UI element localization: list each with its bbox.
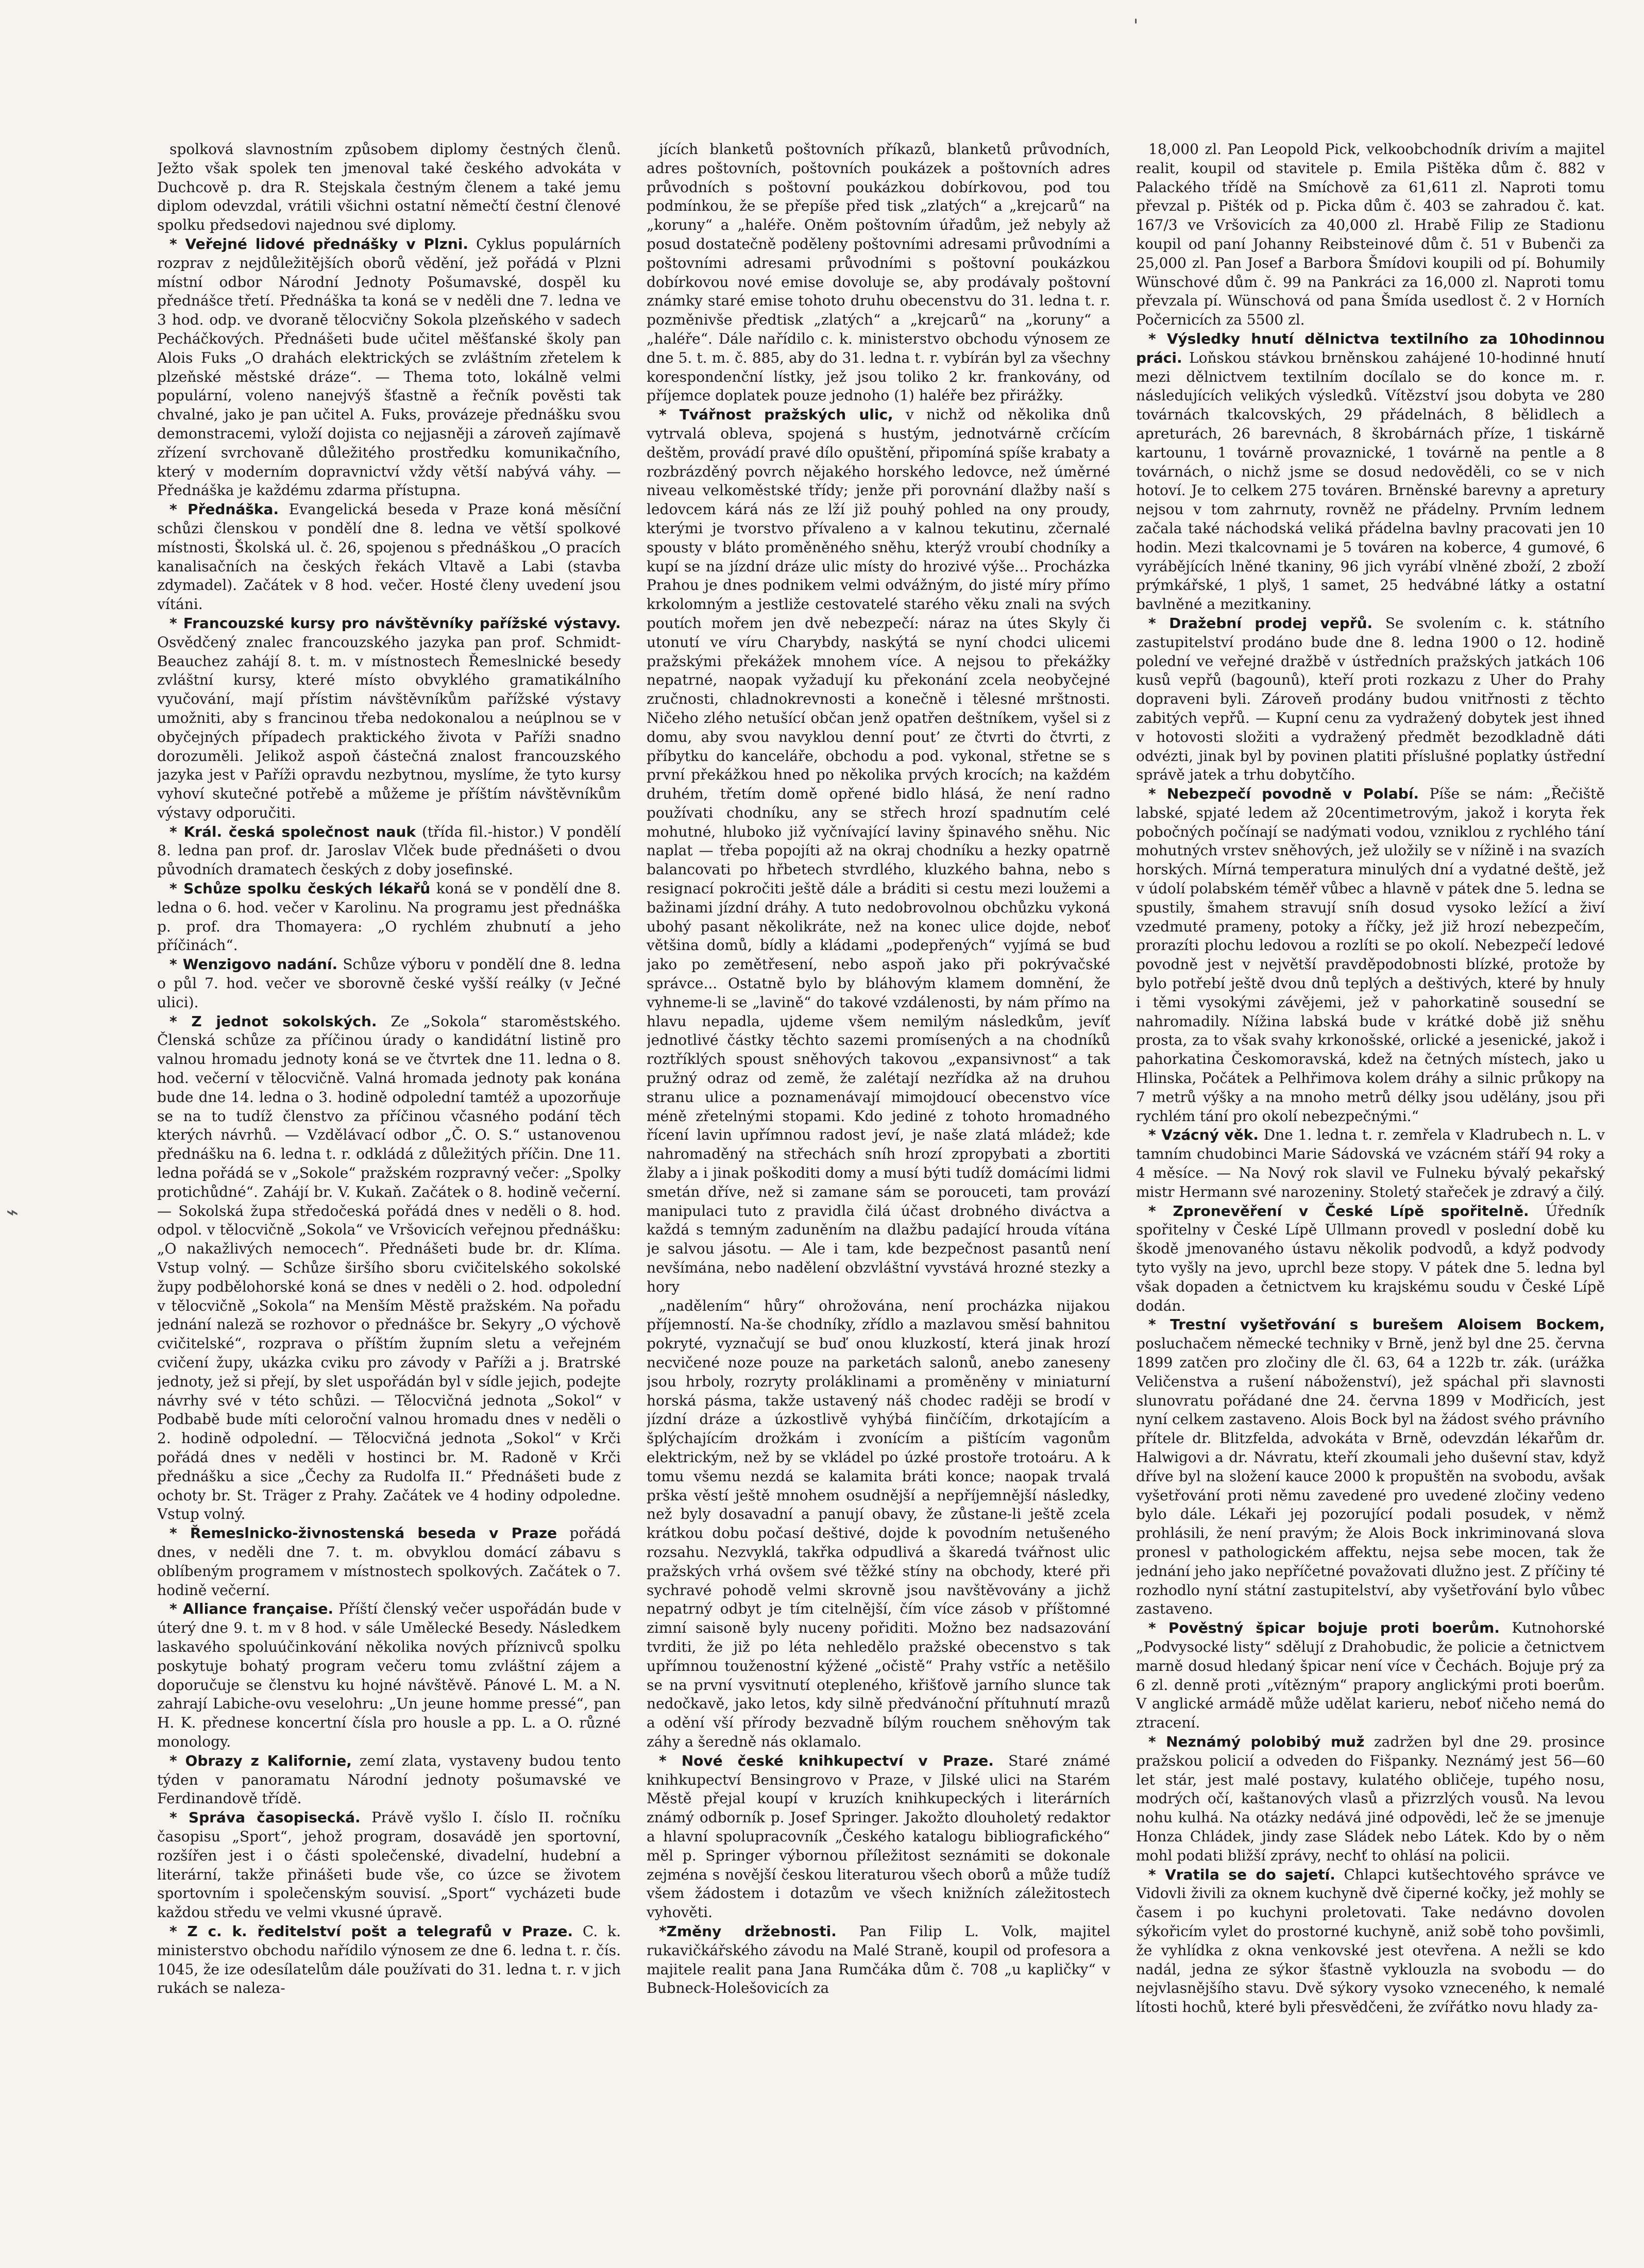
article-paragraph <box>157 1808 621 1922</box>
article-paragraph <box>1136 1619 1605 1733</box>
article-paragraph <box>157 500 621 614</box>
article-heading: * Francouzské kursy pro návštěvníky pařížské výstavy. <box>170 614 621 632</box>
article-paragraph <box>1136 1315 1605 1619</box>
article-text: Píše se nám: „Řečiště labské, spjaté ledem až 20centimetrovým, jakož i koryta řek pobočných počínají se nadýmati vodou, vzniklou z rychlého tání mohutných vrstev sněhových, jež uložily se v nížině i na svazích horských. Mírná temperatura minulých dní a vydatné deště, jež v údolí polabském téměř vůbec a hlavně v pátek dne 5. ledna se spustily, šmahem stravují sníh dosud vysoko ležící a živí vzedmuté prameny, potoky a říčky, jež již hrozí nebezpečím, prorazíti plochu ledovou a rozlíti se po okolí. Nebezpečí ledové povodně jest v největší pravděpodobnosti blízké, protože by bylo potřebí ještě dvou dnů teplých a deštivých, které by hnuly i těmi vysokými závějemi, jež v pahorkatině sousední se nahromadily. Nížina labská bude v krátké době již sněhu prosta, za to však svahy krkonošské, orlické a jesenické, jakož i pahorkatina Českomoravská, kdež na četných místech, jako u Hlinska, Počátek a Pelhřimova kolem dráhy a silnic průkopy na 7 metrů výšky a na mnoho metrů délky jsou udělány, jsou při rychlém tání pro okolí nebezpečnými.“ <box>1136 785 1605 1125</box>
article-paragraph <box>647 140 1110 405</box>
article-paragraph <box>1136 1126 1605 1201</box>
article-text: Loňskou stávkou brněnskou zahájené 10-hodinné hnutí mezi dělnictvem textilním docílalo se do konce m. r. následujících velikých výsledků. Vítězství jsou dobyta ve 280 továrnách tkalcovských, 29 přádelnách, 8 bělidlech a apreturách, 26 barevnách, 8 škrobárnách příze, 1 tiskárně kartounu, 1 továrně provaznické, 1 továrně na pentle a 8 továrnách, o nichž jsme se dosud nedověděli, co se v nich hotoví. Je to celkem 275 továren. Brněnské barevny a apretury nejsou v tom zahrnuty, rovněž ne přádelny. Prvním lednem začala také náchodská veliká přádelna bavlny pracovati jen 10 hodin. Mezi tkalcovnami je 5 továren na koberce, 4 gumové, 6 vyrábějících lněné tkaniny, 96 jich vyrábí vlněné zboží, 2 zboží prýmkářské, 1 plyš, 1 samet, 25 hedvábné látky a ostatní bavlněné a mezitkaniny. <box>1136 349 1605 613</box>
article-text: Ze „Sokola“ staroměstského. Členská schůze za příčinou úrady o kandidátní listině pro valnou hromadu jednoty koná se ve čtvrtek dne 11. ledna o 8. hod. večerní v tělocvičně. Valná hromada jednoty pak konána bude dne 14. ledna o 3. hodině odpolední tamtéž a upozorňuje se na to tudíž členstvo za příčinou včasného podání těch kterých návrhů. — Vzdělávací odbor „Č. O. S.“ ustanovenou přednášku na 6. ledna t. r. odkládá z důležitých příčin. Dne 11. ledna pořádá se v „Sokole“ pražském rozpravný večer: „Spolky protichůdné“. Zahájí br. V. Kukaň. Začátek o 8. hodině večerní. — Sokolská župa středočeská pořádá dnes v neděli o 8. hod. odpol. v tělocvičně „Sokola“ ve Vršovicích veřejnou přednášku: „O nakažlivých nemocech“. Přednášeti bude br. dr. Klíma. Vstup volný. — Schůze širšího sboru cvičitelského sokolské župy podbělohorské koná se dnes v neděli o 2. hod. odpolední v tělocvičně „Sokola“ na Menším Městě pražském. Na pořadu jednání naleză se rozhovor o přednášce br. Sekyry „O výchově cvičitelské“, rozprava o příštím župním sletu a veřejném cvičení župy, ukázka cviku pro závody v Paříži a j. Bratrské jednoty, jež si přejí, by slet uspořádán byl v sídle jejich, podejte návrhy své v této schůzi. — Tělocvičná jednota „Sokol“ v Podbabě bude míti celoroční valnou hromadu dnes v neděli o 2. hodině odpolední. — Tělocvičná jednota „Sokol“ v Krči pořádá dnes v neděli v hostinci br. M. Radoně v Krči přednášku a sice „Čechy za Rudolfa II.“ Přednášeti bude z ochoty br. St. Träger z Prahy. Začátek ve 4 hodiny odpoledne. Vstup volný. <box>157 1012 621 1523</box>
article-paragraph <box>647 405 1110 1296</box>
article-text: Chlapci kutšechtového správce ve Vidovli živili za oknem kuchyně dvě čiperné kočky, jež mohly se časem i po kuchyni proletovati. Take nedávno dovolen sýkořicím vylet do prostorné kuchyně, aniž sobě toho povšimli, že vyhlídka z okna venkovské jest otevřena. A nežli se kdo nadál, jedna ze sýkor šťastně vyklouzla na svobodu — do nejvlasnějšího stavu. Dvě sýkory vysoko vzneceného, k nemalé lítosti hochů, které byli přesvědčeni, že zvířátko novu hlady za- <box>1136 1866 1605 2016</box>
article-heading: * Král. česká společnost nauk <box>170 823 416 840</box>
article-text: „nadělením“ hůry“ ohrožována, není procházka nijakou příjemností. Na-še chodníky, zřídlo a mazlavou směsí bahnitou pokryté, vyznačují se buď onou kluzkostí, která jinak hrozí necvičené noze pouze na parketách salonů, anebo zaneseny jsou hrboly, rozryty proláklinami a proměněny v miniaturní horská pásma, takže ustavený náš chodec raději se brodí v jízdní dráze a úzkostlivě vyhýbá fiinčíčím, drkotajícím a šplýchajícím drožkám i zvonícím a pištícím vagonům elektrickým, než by se vkládel po úzké prostoře trotoáru. A k tomu všemu nezdá se kalamita bráti konce; naopak trvalá prška věstí ještě mnohem osudnější a nepříjemnější následky, než byly dosavadní a panují obavy, že zůstane-li ještě zcela krátkou dobu počasí deštivé, dojde k povodním netušeného rozsahu. Nezvyklá, takřka odpudlivá a škaredá tvářnost ulic pražských vrhá ovšem své těžké stíny na obchody, které při sychravé pohodě velmi skrovně jsou navštěvovány a jichž nepatrný odbyt je tím citelnější, čím více zásob v příštomné zimní saisoně byly nuceny pořiditi. Možno bez nadsazování tvrditi, že již po léta nehledělo pražské obecenstvo s tak upřímnou touženostní kýžené „očistě“ Prahy vstříc a netěšilo se na první vysvitnutí otepleného, křišťově jarního slunce tak nedočkavě, jako letos, kdy silně předvánoční přítuhnutí mrazů a odění vší přírody bezvadně bílým rouchem sněhovým tak záhy a šeredně nás oklamalo. <box>647 1297 1110 1750</box>
article-text: pořádá dnes, v neděli dne 7. t. m. obvyklou domácí zábavu s oblíbeným programem v místnostech spolkových. Začátek o 7. hodině večerní. <box>157 1525 621 1599</box>
article-text: koná se v pondělí dne 8. ledna o 6. hod. večer v Karolinu. Na programu jest přednáška p. prof. dra Thomayera: „O rychlém zhubnutí a jeho příčinách“. <box>157 880 621 954</box>
article-paragraph <box>157 140 621 235</box>
article-text: zadržen byl dne 29. prosince pražskou policií a odveden do Fišpanky. Neznámý jest 56—60 let stár, jest malé postavy, kulatého obličeje, tupého nosu, modrých očí, kaštanových vlasů a přizrzlých vousů. Na levou nohu kulhá. Na otázky nedává jiné odpovědi, leč že se jmenuje Honza Chládek, jindy zase Sládek nebo Látek. Kdo by o něm mohl podati bližší zprávy, nechť to ohlásí na policii. <box>1136 1733 1605 1864</box>
article-text: Pan Filip L. Volk, majitel rukavičkářského závodu na Malé Straně, koupil od profesora a majitele realit pana Jana Rumčáka dům č. 708 „u kapličky“ v Bubneck-Holešovicích za <box>647 1922 1110 1997</box>
page-corner-mark: ' <box>1133 15 1139 36</box>
article-paragraph <box>1136 330 1605 614</box>
article-heading: * Obrazy z Kalifornie, <box>170 1752 352 1769</box>
article-text: jících blanketů poštovních příkazů, blanketů průvodních, adres poštovních, poštovních poukázek a poštovních adres průvodních s poštovní poukázkou dobírkovou, pod tou podmínkou, že se přepíše před tisk „zlatých“ a „krejcarů“ na „koruny“ a „haléře. Oněm poštovním úřadům, jež nebyly až posud dostatečně poděleny poštovními adresami průvodními a poštovními adresami průvodními s poštovní poukázkou dobírkovou nové emise dovoluje se, aby prodávaly poštovní známky staré emise tohoto druhu obecenstvu do 31. ledna t. r. pozměnivše předtisk „zlatých“ a „krejcarů“ na „koruny“ a „haléře“. Dále nařídilo c. k. ministerstvo obchodu výnosem ze dne 5. t. m. č. 885, aby do 31. ledna t. r. vybírán byl za všechny korespondenční lístky, jež jsou toliko 2 kr. frankovány, od příjemce doplatek pouze jednoho (1) haléře bez přirážky. <box>647 141 1110 404</box>
article-heading: * Nové české knihkupectví v Praze. <box>659 1752 994 1769</box>
article-heading: * Veřejné lidové přednášky v Plzni. <box>170 235 468 252</box>
article-text: 18,000 zl. Pan Leopold Pick, velkoobchodník drivím a majitel realit, koupil od stavitele p. Emila Pištěka dům č. 882 v Palackého třídě na Smíchově za 61,611 zl. Naproti tomu převzal p. Pišték od p. Picka dům č. 403 se zahradou č. kat. 167/3 ve Vršovicích za 40,000 zl. Hrabě Filip ze Stadionu koupil od paní Johanny Reibsteinové dům č. 51 v Bubenči za 25,000 zl. Pan Josef a Barbora Šmídovi koupili od pí. Bohumily Wünschové dům č. 99 na Pankráci za 16,000 zl. Naproti tomu převzala pí. Wünschová od pana Šmída usedlost č. 2 v Horních Počernicích za 5500 zl. <box>1136 141 1605 329</box>
margin-scan-mark: ⌁ <box>6 1200 19 1224</box>
article-heading: * Trestní vyšetřování s burešem Aloisem Bockem, <box>1148 1316 1605 1333</box>
column-right <box>1136 140 1605 2242</box>
article-paragraph <box>157 955 621 1012</box>
article-paragraph <box>1136 785 1605 1126</box>
article-heading: * Výsledky hnutí dělnictva textilního za 10hodinnou práci. <box>1136 330 1605 366</box>
article-heading: * Dražební prodej vepřů. <box>1148 614 1373 632</box>
article-paragraph <box>157 235 621 500</box>
article-text: Právě vyšlo I. číslo II. ročníku časopisu „Sport“, jehož program, dosavádě jen sportovní, rozšířen jest i o části společenské, divadelní, hudební a literární, takže přinášeti bude vše, co úzce se životem sportovním i společenským souvisí. „Sport“ vycházeti bude každou středu ve velmi vkusné úpravě. <box>157 1809 621 1921</box>
article-text: v nichž od několika dnů vytrvalá obleva, spojená s hustým, jednotvárně crčícím deštěm, provádí pravé dílo opuštění, připomíná spíše krabaty a rozbrázděný povrch nějakého horského ledovce, než úměrné niveau velkoměstské třídy; jenže při porovnání dlažby naší s ledovcem kárá nás ze lží již pouhý pohled na ony proudy, kterými je tvorstvo přívaleno a v kalnou tekutinu, zčernalé spousty v bláto proměněného sněhu, kterýž vroubí chodníky a kupí se na jízdní dráze ulic místy do hrozivé výše... Procházka Prahou je dnes podnikem velmi odvážným, do jisté míry přímo krkolomným a jestliže cestovatelé starého věku znali na svých poutích mořem jen dvě nebezpečí: náraz na útes Skyly či utonutí ve víru Charybdy, naskýtá se nyní chodci ulicemi pražskými překážek mnohem více. A nejsou to překážky nepatrné, naopak vyžadují ku překonání zcela neobyčejné zručnosti, chladnokrevnosti a konečně i tělesné mrštnosti. Ničeho zlého netušící občan jenž opatřen deštníkem, vyšel si z domu, aby svou navyklou denní pout’ ze čtvrti do čtvrti, z příbytku do kanceláře, obchodu a pod. vykonal, střetne se s první překážkou hned po několika prvých krocích; na každém druhém, třetím domě opřené bidlo hlásá, že není radno používati chodníku, any se střech hrozí spadnutím celé mohutné, hluboko již vyčnívající laviny špinavého sněhu. Nic naplat — třeba popojíti až na okraj chodníku a hezky opatrně balancovati po hřbetech stvrdlého, kluzkého bahna, nebo s resignací pokročiti ještě dále a bráditi si cestu mezi loužemi a bažinami jízdní dráhy. A tuto nedobrovolnou obchůzku vykoná ubohý pasant několikráte, než na konec ulice dojde, neboť většina domů, bídly a kládami „podepřených“ vyjímá se buď jako po zemětřesení, nebo aspoň jako při pokrývačské správce... Ostatně bylo by bláhovým klamem domnění, že vyhneme-li se „lavině“ do takové vzdálenosti, by nám přímo na hlavu nepadla, ujdeme všem nemilým následkům, jevíť jednotlivé částky těchto sazemi promísených a na chodníků roztříklých spoust sněhových takovou „expansivnost“ a tak pružný odraz od země, že zalétají nezřídka až na druhou stranu ulice a poznamenávají mimojdoucí obecenstvo více méně zřetelnými stopami. Kdo jediné z tohoto hromadného řícení lavin upřímnou radost jeví, je naše zlatá mládež; kde nahromaděný na střechách sníh hrozí zpropybati a zbortiti žlaby a i jinak poškoditi domy a musí býti tudíž domácími lidmi smetán dříve, než si zamane sám se porouceti, tam provází manipulaci tuto z pravidla čilá účast drobného diváctva a každá s temným zaduněním na dlažbu padající hrouda vítána je salvou jásotu. — Ale i tam, kde bezpečnost pasantů není nevšímána, nebo nadělení obzvláštní vyvstává hrozné stezky a hory <box>647 406 1110 1295</box>
article-text: Cyklus populárních rozprav z nejdůležitějších oborů vědění, jež pořádá v Plzni místní odbor Národní Jednoty Pošumavské, dospěl ku přednášce třetí. Přednáška ta koná se v neděli dne 7. ledna ve 3 hod. odp. ve dvoraně tělocvičny Sokola plzeňského v sadech Pecháčkových. Přednášeti bude učitel měšťanské školy pan Alois Fuks „O drahách elektrických se zvláštním zřetelem k plzeňské městské dráze“. — Thema toto, lokálně velmi populární, voleno nanejvýš šťastně a řečník pověsti tak chvalné, jako je pan učitel A. Fuks, provázeje přednášku svou demonstracemi, vyloží dojista co nejjasněji a zároveň zajímavě zřízení svrchovaně důležitého prostředku komunikačního, který v moderním dopravnictví vždy větší nabývá váhy. — Přednáška je každému zdarma přístupna. <box>157 235 621 499</box>
article-paragraph <box>157 879 621 955</box>
article-text: Evangelická beseda v Praze koná měsíční schůzi členskou v pondělí dne 8. ledna ve větší spolkové místnosti, Školská ul. č. 26, spojenou s přednáškou „O pracích kanalisačních na českých řekách Vltavě a Labi (stavba zdymadel). Začátek v 8 hod. večer. Hosté členy uvedení jsou vítáni. <box>157 501 621 613</box>
column-left <box>157 140 621 2242</box>
article-text: zemí zlata, vystaveny budou tento týden v panoramatu Národní jednoty pošumavské ve Ferdinandově třídě. <box>157 1752 621 1807</box>
column-middle <box>647 140 1110 2242</box>
article-text: Příští členský večer uspořádán bude v úterý dne 9. t. m v 8 hod. v sále Umělecké Besedy. Následkem laskavého spoluúčinkování několika nových příznivců spolku poskytuje bohatý program večeru tomu zvláštní zájem a doporučuje se členstvu ku hojné návštěvě. Pánové L. M. a N. zahrají Labiche-ovu veselohru: „Un jeune homme pressé“, pan H. K. přednese koncertní čísla pro housle a pp. L. a O. různé monology. <box>157 1600 621 1750</box>
article-paragraph <box>1136 614 1605 785</box>
article-paragraph <box>157 1752 621 1808</box>
article-heading: * Řemeslnicko-živnostenská beseda v Praze <box>170 1525 557 1542</box>
article-paragraph <box>157 1012 621 1525</box>
article-heading: * Nebezpečí povodně v Polabí. <box>1148 785 1419 803</box>
article-heading: * Přednáška. <box>170 501 279 518</box>
article-heading: *Změny držebnosti. <box>659 1922 837 1940</box>
article-heading: * Z jednot sokolských. <box>170 1012 377 1030</box>
article-heading: * Vratila se do sajetí. <box>1148 1866 1335 1883</box>
article-paragraph <box>647 1922 1110 1998</box>
article-paragraph <box>157 614 621 823</box>
article-heading: * Správa časopisecká. <box>170 1809 361 1826</box>
article-text: Se svolením c. k. státního zastupitelství prodáno bude dne 8. ledna 1900 o 12. hodině polední ve veřejné dražbě v ústředních pražských jatkách 106 kusů vepřů (bagounů), kteří proti rozkazu z Uher do Prahy dopraveni byli. Zároveň prodány budou vnitřnosti z těchto zabitých vepřů. — Kupní cenu za vydražený dobytek jest ihned v hotovosti složiti a vydražený předmět bezodkladně dáti odvézti, jinak byl by povinen platiti příslušné poplatky ústřední správě jatek a trhu dobytčího. <box>1136 614 1605 784</box>
article-heading: * Schůze spolku českých lékařů <box>170 880 431 898</box>
article-text: spolková slavnostním způsobem diplomy čestných členů. Ježto však spolek ten jmenoval také českého advokáta v Duchcově p. dra R. Stejskala čestným členem a také jemu diplom odevzdal, vrátili všichni ostatní němečtí čestní členové spolku předsedovi najednou své diplomy. <box>157 141 621 234</box>
article-paragraph <box>647 1752 1110 1922</box>
article-paragraph <box>157 1524 621 1600</box>
article-text: Osvědčený znalec francouzského jazyka pan prof. Schmidt-Beauchez zahájí 8. t. m. v místnostech Řemeslnické besedy zvláštní kursy, které místo obvyklého gramatikálního vyučování, mají přístim návštěvníkům pařížské výstavy umožniti, aby s francinou třeba nedokonalou a neúplnou se v obyčejných případech praktického života v Paříži snadno dorozuměli. Jelikož aspoň částečná znalost francouzského jazyka jest v Paříži opravdu nezbytnou, myslíme, že tyto kursy vyhoví skutečné potřebě a můžeme je příštím návštěvníkům výstavy odporučiti. <box>157 633 621 821</box>
article-text: Úředník spořitelny v České Lípě Ullmann provedl v poslední době ku škodě jmenovaného ústavu několik podvodů, a když podvody tyto vyšly na jevo, uprchl beze stopy. V pátek dne 5. ledna byl však dopaden a četnictvem ku krajskému soudu v České Lípě dodán. <box>1136 1202 1605 1314</box>
article-paragraph <box>1136 1866 1605 2017</box>
article-heading: * Tvářnost pražských ulic, <box>659 406 893 424</box>
article-heading: * Alliance française. <box>170 1600 333 1618</box>
article-heading: * Zpronevěření v České Lípě spořitelně. <box>1148 1202 1529 1220</box>
article-heading: * Z c. k. ředitelství pošt a telegrafů v Praze. <box>170 1922 573 1940</box>
article-heading: * Neznámý polobibý muž <box>1148 1733 1365 1750</box>
article-paragraph <box>1136 1202 1605 1316</box>
article-text: C. k. ministerstvo obchodu nařídilo výnosem ze dne 6. ledna t. r. čís. 1045, že ize odesílatelům dále používati do 31. ledna t. r. v jich rukách se naleza- <box>157 1922 621 1997</box>
article-text: Kutnohorské „Podvysocké listy“ sdělují z Drahobudic, že policie a četnictvem marně dosud hledaný špicar není více v Čechách. Bojuje prý za 6 zl. denně proti „vítězným“ prapory anglickými proti boerům. V anglické armádě může udělat karieru, neboť ničeho nemá do ztracení. <box>1136 1619 1605 1732</box>
article-heading: * Vzácný věk. <box>1148 1126 1259 1144</box>
article-text: posluchačem německé techniky v Brně, jenž byl dne 25. června 1899 zatčen pro zločiny dle čl. 63, 64 a 122b tr. zák. (urážka Veličenstva a rušení náboženství), jež spáchal při slavnosti slunovratu pořádané dne 24. června 1899 v Modřicích, jest nyní celkem zastaveno. Alois Bock byl na žádost svého právního přítele dr. Blitzfelda, advokáta v Brně, odevzdán lékařům dr. Halwigovi a dr. Návratu, kteří zkoumali jeho duševní stav, když dříve byl na složení kauce 2000 k propuštěn na svobodu, avšak vyšetřování proti němu zavedené pro uvedené zločiny vedeno bylo dále. Lékaři jej pozorující podali posudek, v němž prohlásili, že není pravým; že Alois Bock inkriminovaná slova pronesl v pathologickém affektu, nejsa sebe mocen, tak že jednání jeho jako nepříčetné považovati dlužno jest. Z příčiny té rozhodlo nyní státní zastupitelství, aby vyšetřování bylo vůbec zastaveno. <box>1136 1335 1605 1618</box>
article-heading: * Wenzigovo nadání. <box>170 956 338 973</box>
article-text: Dne 1. ledna t. r. zemřela v Kladrubech n. L. v tamním chudobinci Marie Sádovská ve vzácném stáří 94 roky a 4 měsíce. — Na Nový rok slavil ve Fulneku bývalý pekařský mistr Hermann své narozeniny. Stoletý stařeček je zdravý a čilý. <box>1136 1126 1605 1200</box>
article-paragraph <box>1136 140 1605 330</box>
article-text: Schůze výboru v pondělí dne 8. ledna o půl 7. hod. večer ve sborovně české vyšší reálky (v Ječné ulici). <box>157 956 621 1011</box>
article-text: (třída fil.-histor.) V pondělí 8. ledna pan prof. dr. Jaroslav Vlček bude přednášeti o dvou původních dramatech českých z doby josefinské. <box>157 823 621 878</box>
article-paragraph <box>157 1600 621 1751</box>
article-columns <box>157 140 1605 2242</box>
article-paragraph <box>157 1922 621 1998</box>
article-heading: * Pověstný špicar bojuje proti boerům. <box>1148 1619 1500 1637</box>
article-paragraph <box>157 823 621 879</box>
article-text: Staré známé knihkupectví Bensingrovo v Praze, v Jilské ulici na Starém Městě přejal koupí v kruzích knihkupeckých i literárních známý odborník p. Josef Springer. Jakožto dlouholetý redaktor a hlavní spolupracovník „Českého katalogu bibliografického“ měl p. Springer výbornou příležitost seznámiti se dokonale zejména s novější českou literaturou všech oborů a může tudíž všem žádostem i dotazům ve všech knižních záležitostech vyhověti. <box>647 1752 1110 1921</box>
article-paragraph <box>1136 1733 1605 1866</box>
article-paragraph <box>647 1297 1110 1752</box>
